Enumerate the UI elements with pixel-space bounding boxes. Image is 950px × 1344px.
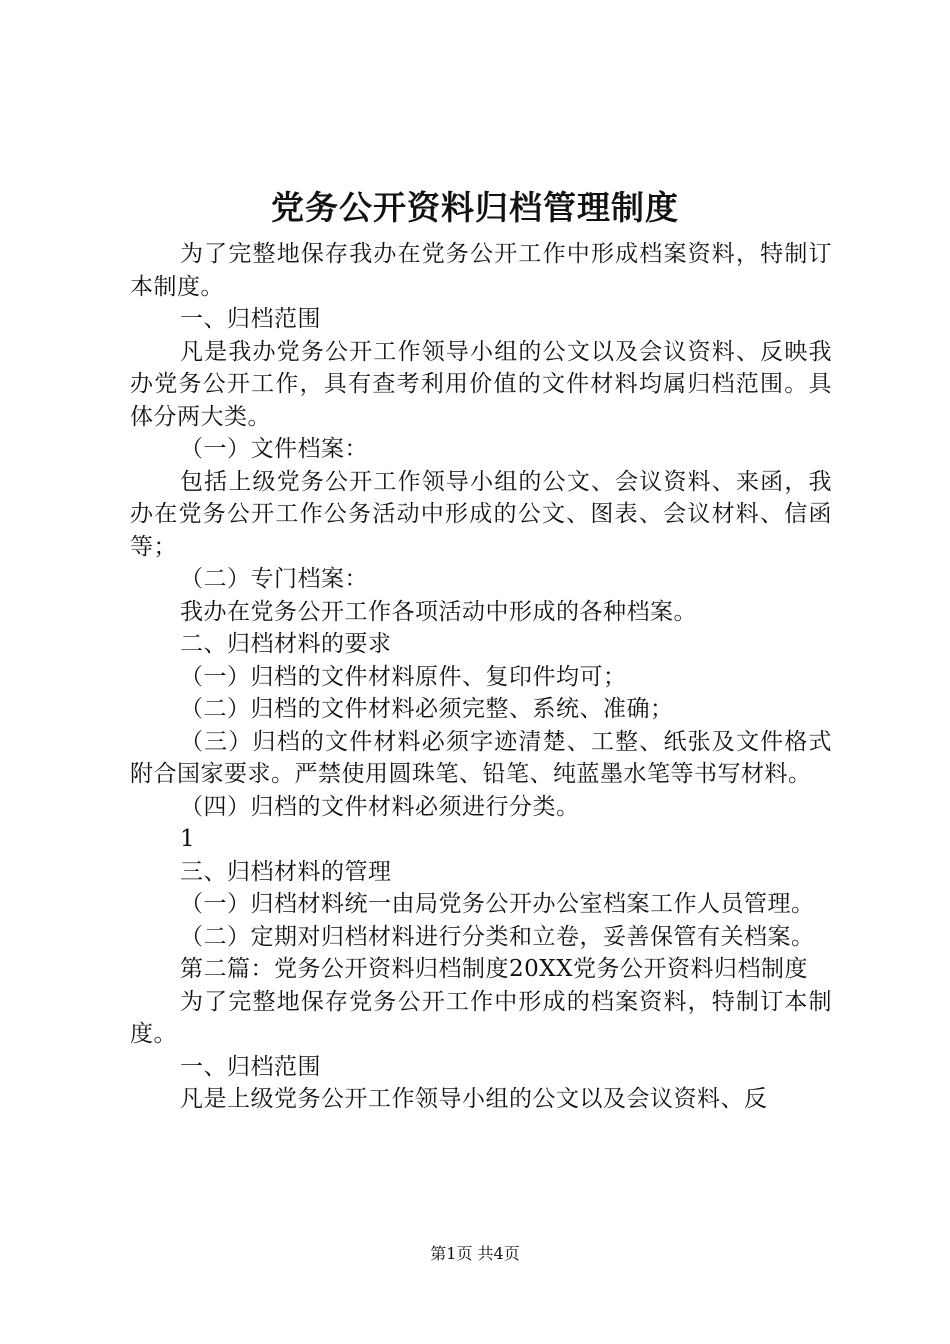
list-item: （三）归档的文件材料必须字迹清楚、工整、纸张及文件格式附合国家要求。严禁使用圆珠笔、铅笔、纯蓝墨水笔等书写材料。	[130, 728, 832, 787]
subsection-heading: （一）文件档案：	[180, 436, 368, 462]
paragraph: 为了完整地保存我办在党务公开工作中形成档案资料，特制订本制度。	[130, 241, 832, 300]
document-title: 党务公开资料归档管理制度	[271, 188, 679, 227]
chapter-heading: 第二篇：党务公开资料归档制度20XX党务公开资料归档制度	[180, 956, 809, 982]
page-footer: 第1页 共4页	[430, 1244, 520, 1263]
list-item: （一）归档材料统一由局党务公开办公室档案工作人员管理。	[180, 891, 815, 917]
section-heading: 二、归档材料的要求	[180, 631, 392, 657]
paragraph: 凡是上级党务公开工作领导小组的公文以及会议资料、反	[180, 1086, 768, 1112]
list-item: （二）归档的文件材料必须完整、系统、准确；	[180, 696, 674, 722]
list-item: （四）归档的文件材料必须进行分类。	[180, 793, 580, 820]
paragraph: 为了完整地保存党务公开工作中形成的档案资料，特制订本制度。	[130, 988, 832, 1047]
paragraph: 我办在党务公开工作各项活动中形成的各种档案。	[180, 598, 697, 625]
section-heading: 一、归档范围	[180, 1053, 321, 1080]
section-heading: 三、归档材料的管理	[180, 858, 392, 885]
document-body	[130, 238, 832, 1116]
page-marker: 1	[180, 826, 196, 852]
section-heading: 一、归档范围	[180, 306, 321, 332]
paragraph: 包括上级党务公开工作领导小组的公文、会议资料、来函，我办在党务公开工作公务活动中形成的公文、图表、会议材料、信函等；	[130, 468, 832, 560]
paragraph: 凡是我办党务公开工作领导小组的公文以及会议资料、反映我办党务公开工作，具有查考利用价值的文件材料均属归档范围。具体分两大类。	[130, 338, 832, 430]
list-item: （一）归档的文件材料原件、复印件均可；	[180, 663, 627, 690]
subsection-heading: （二）专门档案：	[180, 566, 368, 592]
list-item: （二）定期对归档材料进行分类和立卷，妥善保管有关档案。	[180, 923, 815, 950]
